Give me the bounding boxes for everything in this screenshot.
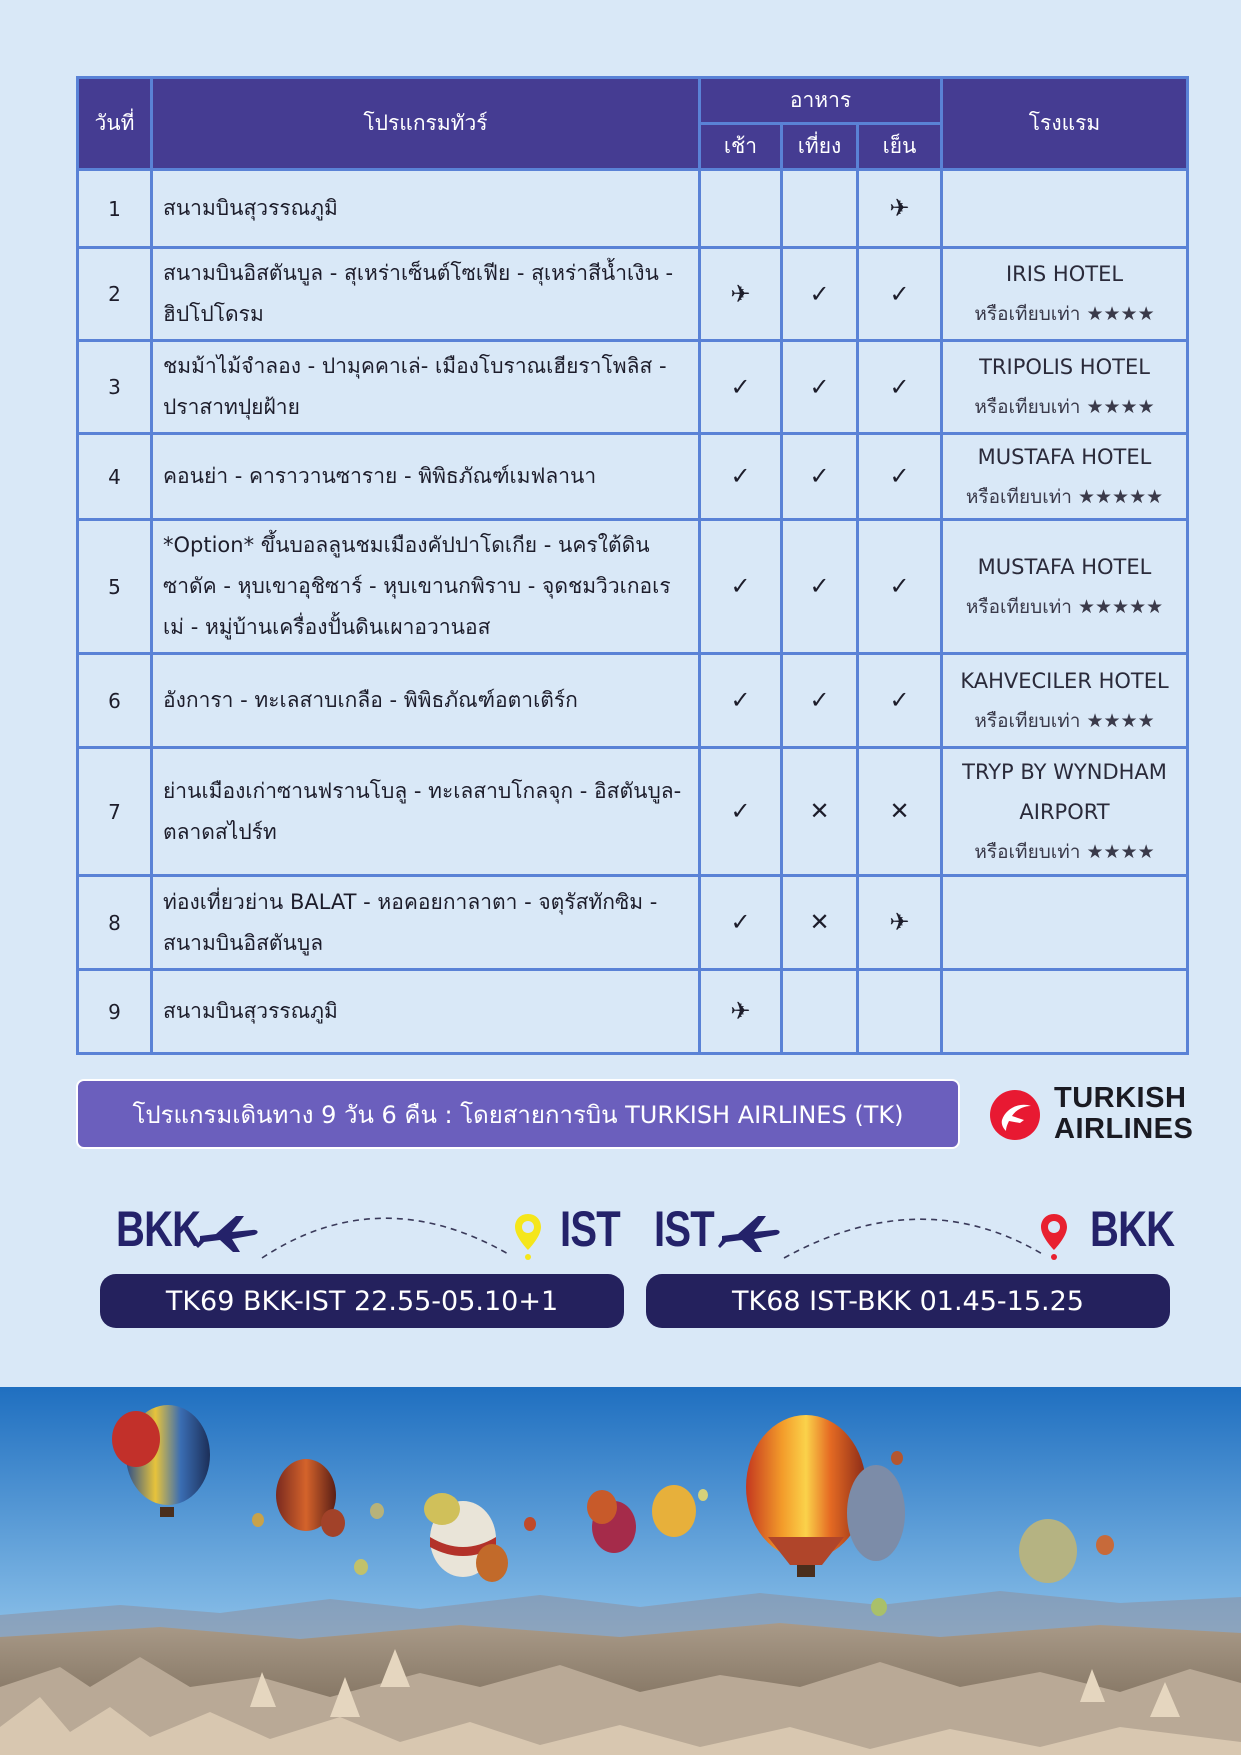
meal-lunch-cell bbox=[782, 248, 858, 341]
outbound-flight-pill bbox=[100, 1274, 624, 1328]
program-cell: สนามบินอิสตันบูล - สุเหร่าเซ็นต์โซเฟีย - สุเหร่าสีน้ำเงิน - ฮิปโปโดรม bbox=[152, 248, 700, 341]
check-icon: ✓ bbox=[889, 462, 910, 490]
check-icon: ✓ bbox=[730, 797, 751, 825]
meal-breakfast-cell bbox=[700, 248, 782, 341]
header-dinner: เย็น bbox=[858, 124, 942, 170]
hotel-cell bbox=[942, 748, 1188, 876]
airplane-icon: ✈ bbox=[889, 908, 910, 936]
day-cell: 9 bbox=[78, 970, 152, 1054]
check-icon: ✓ bbox=[730, 372, 751, 401]
outbound-to-code: IST bbox=[560, 1201, 620, 1257]
route-arc bbox=[260, 1200, 530, 1260]
hotel-cell bbox=[942, 341, 1188, 434]
wordmark-line1: TURKISH bbox=[1054, 1082, 1187, 1114]
table-row bbox=[78, 520, 1188, 654]
meal-dinner-cell bbox=[858, 434, 942, 520]
check-icon: ✓ bbox=[809, 572, 830, 600]
airplane-icon bbox=[718, 1210, 784, 1254]
hotel-cell bbox=[942, 876, 1188, 970]
outbound-from-code: BKK bbox=[116, 1201, 201, 1257]
wordmark-line2: AIRLINES bbox=[1054, 1113, 1194, 1145]
header-program: โปรแกรมทัวร์ bbox=[152, 78, 700, 170]
program-cell: สนามบินสุวรรณภูมิ bbox=[152, 170, 700, 248]
day-cell: 5 bbox=[78, 520, 152, 654]
check-icon: ✓ bbox=[889, 572, 910, 600]
table-row bbox=[78, 876, 1188, 970]
meal-lunch-cell bbox=[782, 748, 858, 876]
check-icon: ✓ bbox=[730, 462, 751, 490]
check-icon: ✓ bbox=[809, 686, 830, 714]
program-banner bbox=[76, 1079, 960, 1149]
header-hotel: โรงแรม bbox=[942, 78, 1188, 170]
header-breakfast: เช้า bbox=[700, 124, 782, 170]
table-row bbox=[78, 748, 1188, 876]
check-icon: ✓ bbox=[730, 686, 751, 714]
meal-dinner-cell bbox=[858, 748, 942, 876]
table-row bbox=[78, 654, 1188, 748]
hotel-rating: หรือเทียบเท่า ★★★★ bbox=[974, 709, 1155, 732]
meal-lunch-cell bbox=[782, 654, 858, 748]
day-cell: 7 bbox=[78, 748, 152, 876]
program-cell: ย่านเมืองเก่าซานฟรานโบลู - ทะเลสาบโกลจุก - อิสตันบูล- ตลาดสไปร์ท bbox=[152, 748, 700, 876]
return-flight-pill bbox=[646, 1274, 1170, 1328]
route-arc bbox=[782, 1200, 1052, 1260]
airplane-icon: ✈ bbox=[889, 194, 910, 222]
meal-lunch-cell bbox=[782, 434, 858, 520]
program-cell: ชมม้าไม้จำลอง - ปามุคคาเล่- เมืองโบราณเฮียราโพลิส - ปราสาทปุยฝ้าย bbox=[152, 341, 700, 434]
program-cell: สนามบินสุวรรณภูมิ bbox=[152, 970, 700, 1054]
hotel-name: TRIPOLIS HOTEL bbox=[979, 355, 1150, 379]
meal-lunch-cell bbox=[782, 876, 858, 970]
meal-breakfast-cell bbox=[700, 434, 782, 520]
check-icon: ✓ bbox=[730, 908, 751, 936]
program-banner-text: โปรแกรมเดินทาง 9 วัน 6 คืน : โดยสายการบิน TURKISH AIRLINES (TK) bbox=[132, 1100, 904, 1129]
day-cell: 4 bbox=[78, 434, 152, 520]
meal-lunch-cell bbox=[782, 341, 858, 434]
hotel-cell bbox=[942, 520, 1188, 654]
hotel-name: MUSTAFA HOTEL bbox=[977, 554, 1152, 579]
table-row bbox=[78, 434, 1188, 520]
table-row bbox=[78, 170, 1188, 248]
hotel-cell bbox=[942, 170, 1188, 248]
hotel-rating: หรือเทียบเท่า ★★★★★ bbox=[965, 595, 1164, 618]
return-flight-label: TK68 IST-BKK 01.45-15.25 bbox=[732, 1285, 1084, 1317]
meal-dinner-cell bbox=[858, 248, 942, 341]
airplane-icon bbox=[196, 1210, 262, 1254]
meal-breakfast-cell bbox=[700, 748, 782, 876]
turkish-airlines-logo bbox=[990, 1082, 1194, 1145]
hotel-cell bbox=[942, 434, 1188, 520]
meal-lunch-cell bbox=[782, 970, 858, 1054]
cross-icon: ✕ bbox=[809, 908, 830, 936]
day-cell: 1 bbox=[78, 170, 152, 248]
program-cell: อังการา - ทะเลสาบเกลือ - พิพิธภัณฑ์อตาเติร์ก bbox=[152, 654, 700, 748]
table-row bbox=[78, 248, 1188, 341]
meal-breakfast-cell bbox=[700, 970, 782, 1054]
airplane-icon: ✈ bbox=[730, 279, 751, 308]
meal-breakfast-cell bbox=[700, 170, 782, 248]
outbound-flight bbox=[100, 1200, 624, 1330]
check-icon: ✓ bbox=[889, 279, 910, 308]
check-icon: ✓ bbox=[730, 572, 751, 600]
itinerary-body bbox=[78, 170, 1188, 1054]
meal-breakfast-cell bbox=[700, 876, 782, 970]
turkish-airlines-emblem-icon bbox=[990, 1090, 1040, 1140]
hotel-cell bbox=[942, 970, 1188, 1054]
meal-breakfast-cell bbox=[700, 520, 782, 654]
hotel-name: TRYP BY WYNDHAM AIRPORT bbox=[962, 759, 1167, 824]
meal-dinner-cell bbox=[858, 520, 942, 654]
day-cell: 2 bbox=[78, 248, 152, 341]
meal-lunch-cell bbox=[782, 170, 858, 248]
return-flight bbox=[646, 1200, 1175, 1330]
meal-dinner-cell bbox=[858, 876, 942, 970]
hotel-rating: หรือเทียบเท่า ★★★★ bbox=[974, 396, 1155, 418]
table-row bbox=[78, 341, 1188, 434]
meal-breakfast-cell bbox=[700, 654, 782, 748]
cappadocia-balloons-photo bbox=[0, 1387, 1241, 1755]
meal-dinner-cell bbox=[858, 970, 942, 1054]
meal-dinner-cell bbox=[858, 341, 942, 434]
airplane-icon: ✈ bbox=[730, 997, 751, 1025]
header-meals: อาหาร bbox=[700, 78, 942, 124]
check-icon: ✓ bbox=[809, 279, 830, 308]
day-cell: 3 bbox=[78, 341, 152, 434]
return-to-code: BKK bbox=[1090, 1201, 1175, 1257]
check-icon: ✓ bbox=[809, 372, 830, 401]
meal-dinner-cell bbox=[858, 170, 942, 248]
meal-breakfast-cell bbox=[700, 341, 782, 434]
check-icon: ✓ bbox=[809, 462, 830, 490]
check-icon: ✓ bbox=[889, 372, 910, 401]
hotel-cell bbox=[942, 248, 1188, 341]
day-cell: 6 bbox=[78, 654, 152, 748]
hotel-rating: หรือเทียบเท่า ★★★★ bbox=[974, 303, 1155, 325]
itinerary-table bbox=[76, 76, 1189, 1055]
check-icon: ✓ bbox=[889, 686, 910, 714]
hotel-rating: หรือเทียบเท่า ★★★★★ bbox=[965, 485, 1164, 508]
hotel-cell bbox=[942, 654, 1188, 748]
meal-dinner-cell bbox=[858, 654, 942, 748]
location-pin-icon bbox=[512, 1212, 544, 1260]
table-row bbox=[78, 970, 1188, 1054]
hotel-rating: หรือเทียบเท่า ★★★★ bbox=[974, 840, 1155, 863]
day-cell: 8 bbox=[78, 876, 152, 970]
cross-icon: ✕ bbox=[889, 797, 910, 825]
program-cell: ท่องเที่ยวย่าน BALAT - หอคอยกาลาตา - จตุรัสทักซิม - สนามบินอิสตันบูล bbox=[152, 876, 700, 970]
turkish-airlines-wordmark bbox=[1054, 1083, 1194, 1145]
cross-icon: ✕ bbox=[809, 797, 830, 825]
meal-lunch-cell bbox=[782, 520, 858, 654]
outbound-flight-label: TK69 BKK-IST 22.55-05.10+1 bbox=[165, 1285, 559, 1317]
hotel-name: KAHVECILER HOTEL bbox=[960, 668, 1169, 693]
header-lunch: เที่ยง bbox=[782, 124, 858, 170]
program-cell: คอนย่า - คาราวานซาราย - พิพิธภัณฑ์เมฟลานา bbox=[152, 434, 700, 520]
hotel-name: IRIS HOTEL bbox=[1005, 262, 1124, 286]
location-pin-icon bbox=[1038, 1212, 1070, 1260]
program-cell: *Option* ขึ้นบอลลูนชมเมืองคัปปาโดเกีย - นครใต้ดินซาดัค - หุบเขาอุชิซาร์ - หุบเขานกพิราบ - จุดชมวิวเกอเรเม่ - หมู่บ้านเครื่องปั้นดินเผาอวานอส bbox=[152, 520, 700, 654]
hotel-name: MUSTAFA HOTEL bbox=[977, 444, 1152, 469]
return-from-code: IST bbox=[654, 1201, 714, 1257]
header-day: วันที่ bbox=[78, 78, 152, 170]
